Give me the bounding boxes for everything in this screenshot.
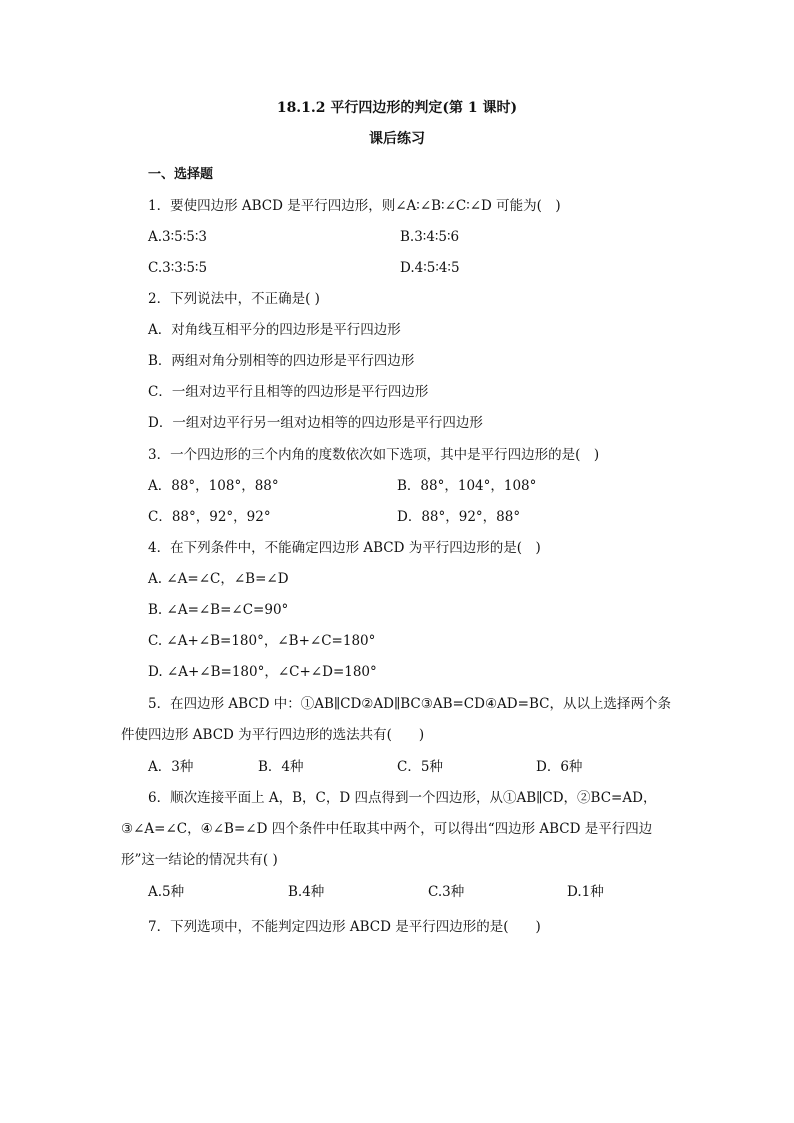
page-title: 18.1.2 平行四边形的判定(第 1 课时) <box>276 100 518 116</box>
page-subtitle: 课后练习 <box>369 131 425 147</box>
question-2-option-c: C．一组对边平行且相等的四边形是平行四边形 <box>148 384 429 400</box>
question-2-option-b: B．两组对角分别相等的四边形是平行四边形 <box>148 353 415 369</box>
question-6-option-d: D.1种 <box>567 884 604 900</box>
question-4-option-c: C. ∠A+∠B=180°，∠B+∠C=180° <box>148 633 376 649</box>
question-2-option-a: A．对角线互相平分的四边形是平行四边形 <box>148 322 401 338</box>
question-1-option-a: A.3∶5∶5∶3 <box>148 229 207 245</box>
question-5-option-d: D．6种 <box>536 759 583 775</box>
question-6-stem-line-3: 形”这一结论的情况共有( ) <box>121 852 278 868</box>
question-1-option-d: D.4∶5∶4∶5 <box>400 260 460 276</box>
question-6-option-b: B.4种 <box>288 884 325 900</box>
question-2-option-d: D．一组对边平行另一组对边相等的四边形是平行四边形 <box>148 415 483 431</box>
question-4-option-d: D. ∠A+∠B=180°，∠C+∠D=180° <box>148 664 377 680</box>
question-5-stem-line-1: 5．在四边形 ABCD 中：①AB∥CD②AD∥BC③AB=CD④AD=BC，从以上选择两个条 <box>148 696 671 712</box>
question-3-option-c: C．88°，92°，92° <box>148 509 271 525</box>
question-6-option-a: A.5种 <box>148 884 185 900</box>
question-4-option-a: A. ∠A=∠C，∠B=∠D <box>148 571 289 587</box>
question-6-option-c: C.3种 <box>428 884 465 900</box>
question-6-stem-line-1: 6．顺次连接平面上 A，B，C，D 四点得到一个四边形，从①AB∥CD，②BC=AD， <box>148 790 657 806</box>
question-3-option-b: B．88°，104°，108° <box>397 478 537 494</box>
question-4-stem: 4．在下列条件中，不能确定四边形 ABCD 为平行四边形的是( ) <box>148 540 541 556</box>
question-1-stem: 1．要使四边形 ABCD 是平行四边形，则∠A∶∠B∶∠C∶∠D 可能为( ) <box>148 198 561 214</box>
question-5-option-c: C．5种 <box>397 759 443 775</box>
question-3-option-d: D．88°，92°，88° <box>397 509 521 525</box>
question-4-option-b: B. ∠A=∠B=∠C=90° <box>148 602 289 618</box>
question-2-stem: 2．下列说法中，不正确是( ) <box>148 291 320 307</box>
question-1-option-c: C.3∶3∶5∶5 <box>148 260 208 276</box>
question-7-stem: 7．下列选项中，不能判定四边形 ABCD 是平行四边形的是( ) <box>148 919 541 935</box>
section-heading: 一、选择题 <box>148 167 214 182</box>
question-6-stem-line-2: ③∠A=∠C，④∠B=∠D 四个条件中任取其中两个，可以得出“四边形 ABCD 是平行四边 <box>121 821 653 837</box>
question-3-stem: 3．一个四边形的三个内角的度数依次如下选项，其中是平行四边形的是( ) <box>148 447 600 463</box>
question-5-option-a: A．3种 <box>148 759 194 775</box>
question-5-stem-line-2: 件使四边形 ABCD 为平行四边形的选法共有( ) <box>121 727 425 743</box>
question-5-option-b: B．4种 <box>258 759 304 775</box>
question-3-option-a: A．88°，108°，88° <box>148 478 279 494</box>
question-1-option-b: B.3∶4∶5∶6 <box>400 229 460 245</box>
